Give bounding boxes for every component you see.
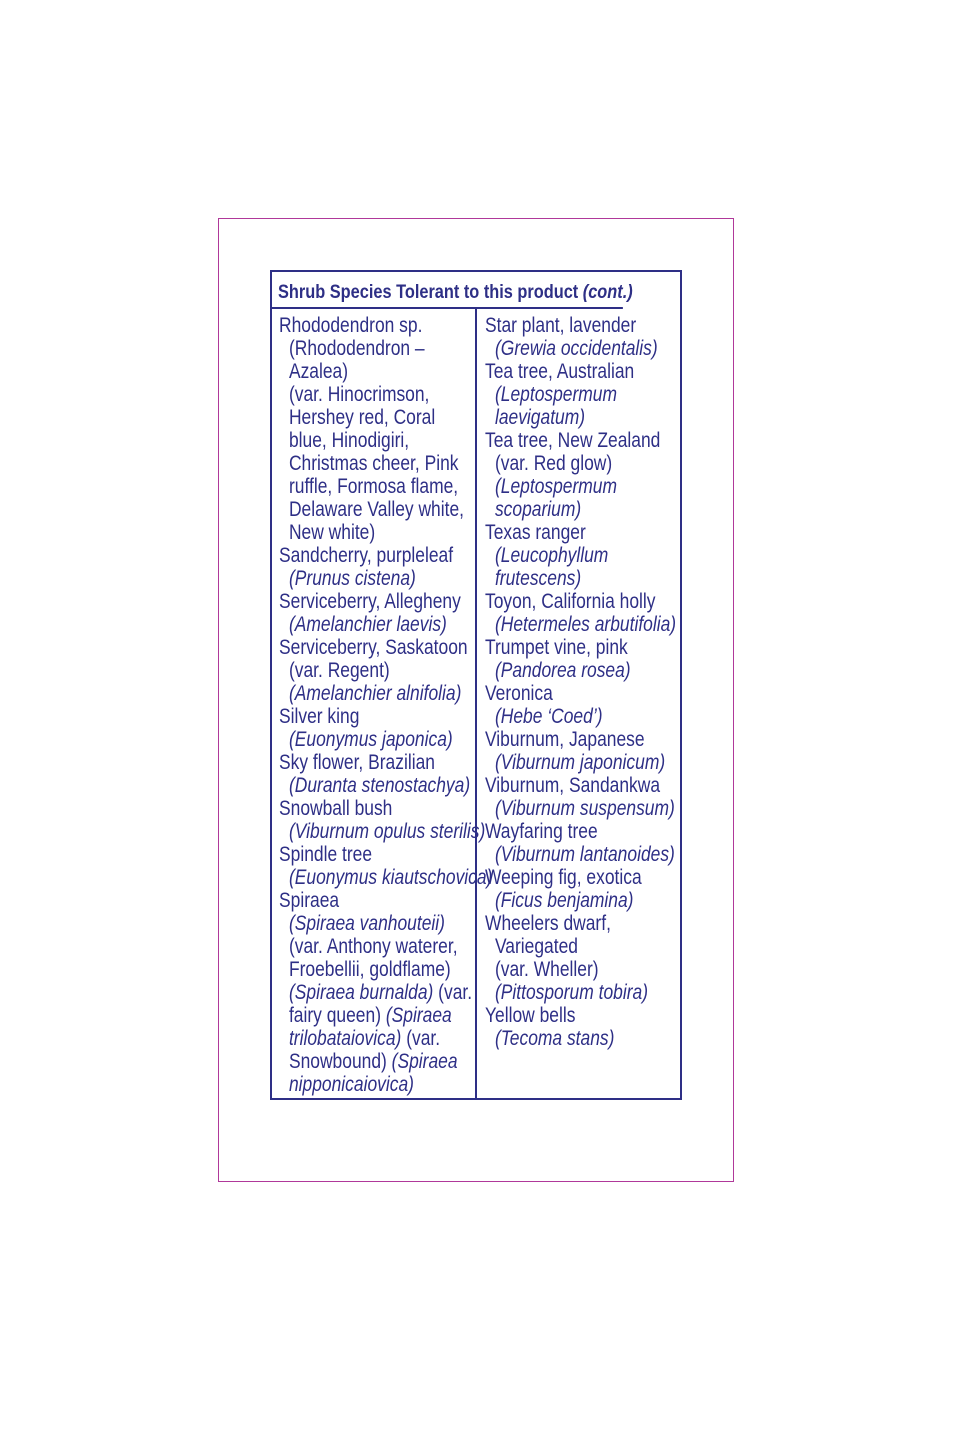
species-line: (Viburnum suspensum) — [494, 797, 675, 820]
species-line: (Leucophyllum — [494, 544, 609, 567]
species-line: Veronica — [485, 682, 553, 705]
species-line: Yellow bells — [485, 1004, 576, 1027]
species-line: (Viburnum japonicum) — [494, 751, 666, 774]
species-line: (Viburnum lantanoides) — [494, 843, 675, 866]
species-line: Serviceberry, Allegheny — [279, 590, 461, 613]
species-line: Spiraea — [279, 889, 340, 912]
species-line: (Spiraea vanhouteii) — [288, 912, 445, 935]
species-line: (Amelanchier laevis) — [288, 613, 447, 636]
species-line: Delaware Valley white, — [288, 498, 464, 521]
species-line: Hershey red, Coral — [288, 406, 436, 429]
species-line — [279, 1004, 452, 1027]
species-line: Wayfaring tree — [485, 820, 598, 843]
species-line: Tea tree, New Zealand — [485, 429, 661, 452]
species-line: Froebellii, goldflame) — [288, 958, 451, 981]
species-line: Silver king — [279, 705, 360, 728]
species-line: (var. Hinocrimson, — [288, 383, 430, 406]
panel-header — [272, 272, 633, 309]
species-line: (Leptospermum — [494, 475, 618, 498]
species-column-left — [272, 309, 493, 1098]
species-line: Serviceberry, Saskatoon — [279, 636, 468, 659]
species-line: blue, Hinodigiri, — [288, 429, 410, 452]
panel-title-suffix: (cont.) — [582, 282, 633, 303]
species-line: (Euonymus japonica) — [288, 728, 453, 751]
species-line: (Pandorea rosea) — [494, 659, 631, 682]
species-line: Viburnum, Sandankwa — [485, 774, 661, 797]
species-line: (Pittosporum tobira) — [494, 981, 649, 1004]
species-line: Texas ranger — [485, 521, 586, 544]
species-line: Spindle tree — [279, 843, 373, 866]
species-line: Tea tree, Australian — [485, 360, 635, 383]
shrub-species-panel — [270, 270, 682, 1100]
species-line: nipponicaiovica) — [288, 1073, 414, 1096]
species-line-part: (Spiraea — [391, 1050, 458, 1073]
species-line-part: (var. — [401, 1027, 441, 1050]
species-line: scoparium) — [494, 498, 582, 521]
species-line: (Hetermeles arbutifolia) — [494, 613, 677, 636]
species-line: Toyon, California holly — [485, 590, 656, 613]
species-line: (Grewia occidentalis) — [494, 337, 658, 360]
species-line-part: Snowbound) — [288, 1050, 392, 1073]
species-line: (Tecoma stans) — [494, 1027, 615, 1050]
species-line: (Prunus cistena) — [288, 567, 416, 590]
species-line-part: fairy queen) — [288, 1004, 386, 1027]
species-line: (Euonymus kiautschovica) — [288, 866, 493, 889]
species-line: Wheelers dwarf, — [485, 912, 611, 935]
species-columns — [272, 309, 680, 1098]
species-line: (Hebe ‘Coed’) — [494, 705, 603, 728]
species-line: Sky flower, Brazilian — [279, 751, 435, 774]
species-line: Rhododendron sp. — [279, 314, 423, 337]
species-line: (var. Wheller) — [494, 958, 599, 981]
species-line: Snowball bush — [279, 797, 393, 820]
species-line: laevigatum) — [494, 406, 586, 429]
panel-title: Shrub Species Tolerant to this product — [278, 282, 579, 303]
species-line: Variegated — [494, 935, 578, 958]
species-line-part: trilobataiovica) — [288, 1027, 402, 1050]
species-line: frutescens) — [494, 567, 582, 590]
species-line-part: (Spiraea burnalda) — [288, 981, 434, 1004]
species-line-part: (var. — [433, 981, 473, 1004]
species-line: Weeping fig, exotica — [485, 866, 642, 889]
species-line: Christmas cheer, Pink — [288, 452, 459, 475]
species-column-right — [479, 309, 680, 1098]
species-line: (Viburnum opulus sterilis) — [288, 820, 486, 843]
species-line — [279, 1027, 442, 1050]
species-line: (var. Red glow) — [494, 452, 613, 475]
species-line: ruffle, Formosa flame, — [288, 475, 459, 498]
species-line: (Rhododendron – — [288, 337, 425, 360]
species-line: Trumpet vine, pink — [485, 636, 628, 659]
species-line: (var. Regent) — [288, 659, 390, 682]
species-line: Sandcherry, purpleleaf — [279, 544, 454, 567]
species-line: (Leptospermum — [494, 383, 618, 406]
species-line: New white) — [288, 521, 376, 544]
species-line: Star plant, lavender — [485, 314, 637, 337]
species-line — [279, 981, 473, 1004]
species-line: (Ficus benjamina) — [494, 889, 634, 912]
species-line: (Amelanchier alnifolia) — [288, 682, 462, 705]
species-line: Azalea) — [288, 360, 349, 383]
species-line: (var. Anthony waterer, — [288, 935, 458, 958]
species-line — [279, 1050, 458, 1073]
species-line: (Duranta stenostachya) — [288, 774, 471, 797]
species-line-part: (Spiraea — [385, 1004, 452, 1027]
species-line: Viburnum, Japanese — [485, 728, 645, 751]
